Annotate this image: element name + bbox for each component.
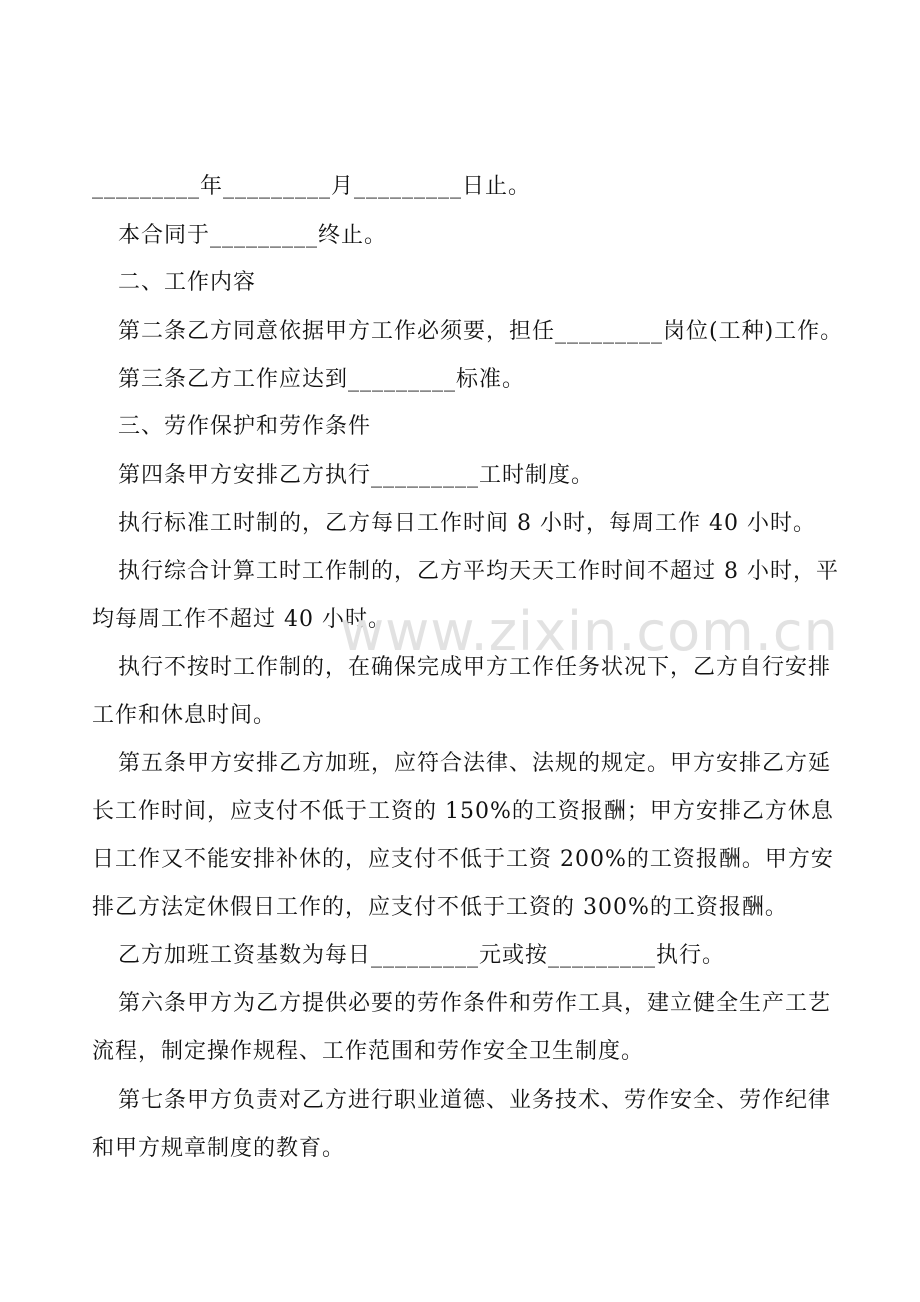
standard-hours-line: 执行标准工时制的，乙方每日工作时间 8 小时，每周工作 40 小时。 [118, 511, 816, 536]
article-3-line: 第三条乙方工作应达到_________标准。 [118, 367, 526, 392]
article-7-line-1: 第七条甲方负责对乙方进行职业道德、业务技术、劳作安全、劳作纪律 [118, 1088, 832, 1113]
text-line-contract-termination: 本合同于_________终止。 [118, 223, 388, 248]
article-5-line-3: 日工作又不能安排补休的，应支付不低于工资 200%的工资报酬。甲方安 [92, 847, 834, 872]
article-7-line-2: 和甲方规章制度的教育。 [92, 1136, 346, 1161]
section-heading-labor-protection: 三、劳作保护和劳作条件 [118, 414, 372, 439]
overtime-base-line: 乙方加班工资基数为每日_________元或按_________执行。 [118, 943, 726, 968]
section-heading-work-content: 二、工作内容 [118, 270, 257, 295]
irregular-hours-line-2: 工作和休息时间。 [92, 703, 277, 728]
article-4-line: 第四条甲方安排乙方执行_________工时制度。 [118, 463, 595, 488]
article-5-line-1: 第五条甲方安排乙方加班，应符合法律、法规的规定。甲方安排乙方延 [118, 751, 832, 776]
article-5-line-4: 排乙方法定休假日工作的，应支付不低于工资的 300%的工资报酬。 [92, 895, 788, 920]
comprehensive-hours-line-2: 均每周工作不超过 40 小时。 [92, 607, 391, 632]
watermark: www.zixin.com.cn [340, 600, 839, 663]
article-2-line: 第二条乙方同意依据甲方工作必须要，担任_________岗位(工种)工作。 [118, 319, 844, 344]
article-6-line-1: 第六条甲方为乙方提供必要的劳作条件和劳作工具，建立健全生产工艺 [118, 991, 832, 1016]
comprehensive-hours-line-1: 执行综合计算工时工作制的，乙方平均天天工作时间不超过 8 小时，平 [118, 559, 839, 584]
text-line-date-end: _________年_________月_________日止。 [92, 174, 532, 199]
article-6-line-2: 流程，制定操作规程、工作范围和劳作安全卫生制度。 [92, 1039, 645, 1064]
irregular-hours-line-1: 执行不按时工作制的，在确保完成甲方工作任务状况下，乙方自行安排 [118, 655, 832, 680]
article-5-line-2: 长工作时间，应支付不低于工资的 150%的工资报酬；甲方安排乙方休息 [92, 799, 834, 824]
